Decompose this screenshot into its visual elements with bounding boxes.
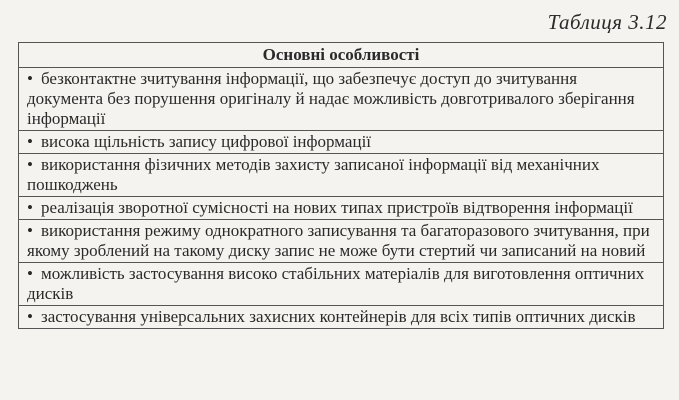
table-row [19,220,664,263]
bullet-icon: • [27,155,33,174]
bullet-icon: • [27,221,33,240]
table-row [19,306,664,329]
table-header: Основні особливості [19,43,664,68]
bullet-icon: • [27,132,33,151]
table-row [19,263,664,306]
row-text: реалізація зворотної сумісності на нових типах пристроїв відтворення інформації [41,198,633,217]
table-cell [19,197,664,220]
table-row [19,68,664,131]
bullet-icon: • [27,198,33,217]
table-row [19,154,664,197]
row-text: висока щільність запису цифрової інформації [41,132,372,151]
table-cell [19,220,664,263]
table-cell [19,131,664,154]
row-text: застосування універсальних захисних контейнерів для всіх типів оптичних дисків [41,307,636,326]
row-text: можливість застосування високо стабільних матеріалів для виготовлення оптичних дисків [27,264,645,303]
features-table [18,42,664,329]
table-row [19,131,664,154]
bullet-icon: • [27,69,33,88]
table-row [19,197,664,220]
bullet-icon: • [27,264,33,283]
row-text: використання режиму однократного записування та багаторазового зчитування, при якому зроблений на такому диску запис не може бути стертий чи записаний на новий [27,221,650,260]
table-header-row [19,43,664,68]
row-text: використання фізичних методів захисту записаної інформації від механічних пошкоджень [27,155,600,194]
table-cell [19,68,664,131]
table-cell [19,154,664,197]
row-text: безконтактне зчитування інформації, що забезпечує доступ до зчитування документа без порушення оригіналу й надає можливість довготривалого зберігання інформації [27,69,635,128]
bullet-icon: • [27,307,33,326]
table-cell [19,263,664,306]
table-cell [19,306,664,329]
table-caption: Таблиця 3.12 [547,10,667,34]
